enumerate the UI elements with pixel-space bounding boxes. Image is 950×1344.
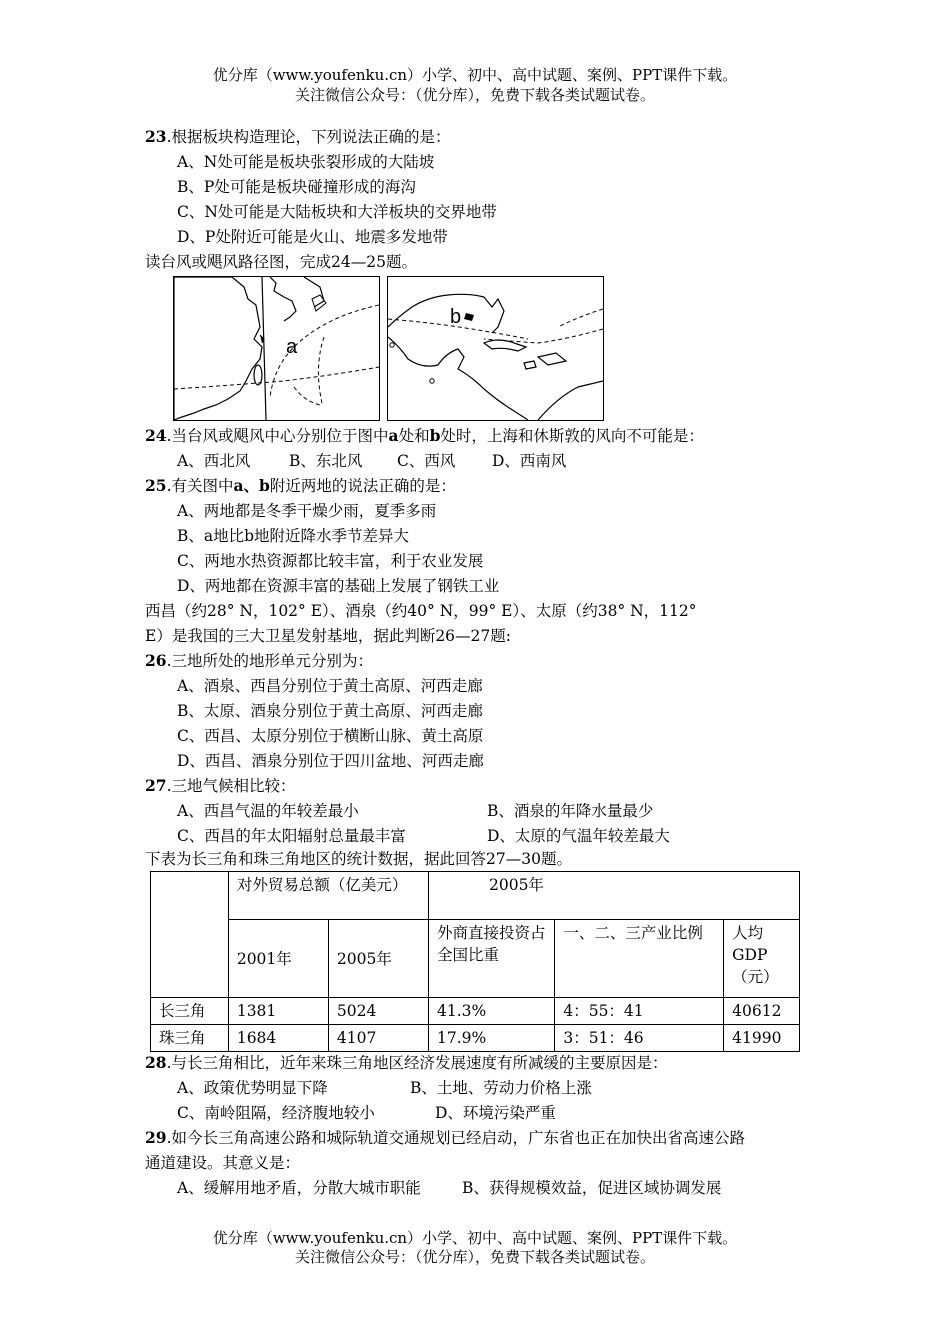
q26-option-b: B、太原、酒泉分别位于黄土高原、河西走廊	[177, 702, 483, 720]
question-26: 26.三地所处的地形单元分别为：	[145, 651, 374, 670]
q27-option-b: B、酒泉的年降水量最少	[487, 802, 654, 820]
q27-option-d: D、太原的气温年较差最大	[487, 827, 670, 845]
q26-option-c: C、西昌、太原分别位于横断山脉、黄土高原	[177, 727, 484, 745]
q28-option-b: B、土地、劳动力价格上涨	[410, 1079, 592, 1097]
intro-26-27-line-2: E）是我国的三大卫星发射基地，据此判断26—27题:	[145, 627, 511, 645]
q27-option-c: C、西昌的年太阳辐射总量最丰富	[177, 827, 406, 845]
footer-line-2: 关注微信公众号：（优分库），免费下载各类试题试卷。	[294, 1248, 655, 1266]
q28-option-a: A、政策优势明显下降	[177, 1079, 328, 1097]
label-a: a	[286, 336, 298, 358]
q26-option-a: A、酒泉、西昌分别位于黄土高原、河西走廊	[177, 677, 483, 695]
q25-option-a: A、两地都是冬季干燥少雨，夏季多雨	[177, 502, 437, 520]
q29-option-b: B、获得规模效益，促进区域协调发展	[462, 1179, 722, 1197]
label-b: b	[450, 306, 462, 328]
stats-table	[150, 871, 800, 1052]
question-23	[145, 127, 451, 147]
q28-option-d: D、环境污染严重	[435, 1104, 556, 1122]
intro-26-27-line-1: 西昌（约28° N，102° E）、酒泉（约40° N，99° E）、太原（约38° N，112°	[145, 602, 697, 620]
q29-option-a: A、缓解用地矛盾，分散大城市职能	[177, 1179, 421, 1197]
table-corner	[151, 872, 229, 998]
q23-option-a: A、N处可能是板块张裂形成的大陆坡	[177, 153, 435, 171]
typhoon-map	[173, 276, 380, 421]
intro-table: 下表为长三角和珠三角地区的统计数据，据此回答27—30题。	[145, 850, 572, 868]
col-fdi: 外商直接投资占全国比重	[428, 920, 554, 998]
q24-option-c: C、西风	[397, 452, 456, 470]
question-29: 29.如今长三角高速公路和城际轨道交通规划已经启动，广东省也正在加快出省高速公路	[145, 1128, 746, 1147]
q23-option-d: D、P处附近可能是火山、地震多发地带	[177, 228, 448, 246]
table-row: 珠三角 1684 4107 17.9% 3：51：46 41990	[151, 1025, 800, 1052]
table-row: 长三角 1381 5024 41.3% 4：55：41 40612	[151, 998, 800, 1025]
q25-option-b: B、a地比b地附近降水季节差异大	[177, 527, 410, 545]
q25-option-c: C、两地水热资源都比较丰富，利于农业发展	[177, 552, 484, 570]
question-27: 27.三地气候相比较：	[145, 776, 296, 795]
q27-option-a: A、西昌气温的年较差最小	[177, 802, 359, 820]
trade-header: 对外贸易总额（亿美元）	[228, 872, 428, 920]
col-gdp: 人均GDP（元）	[724, 920, 800, 998]
footer-line-1: 优分库（www.youfenku.cn）小学、初中、高中试题、案例、PPT课件下载。	[212, 1229, 738, 1247]
year-2005-header: 2005年	[428, 872, 799, 920]
col-industry: 一、二、三产业比例	[555, 920, 724, 998]
question-29-line-2: 通道建设。其意义是：	[145, 1154, 301, 1172]
typhoon-map-drawing	[174, 277, 379, 420]
question-25: 25.有关图中a、b附近两地的说法正确的是：	[145, 476, 456, 495]
question-number: 23	[145, 127, 167, 146]
hurricane-map-drawing	[388, 277, 603, 420]
q25-option-d: D、两地都在资源丰富的基础上发展了钢铁工业	[177, 577, 500, 595]
question-stem: .根据板块构造理论，下列说法正确的是：	[166, 128, 451, 146]
q24-option-b: B、东北风	[289, 452, 363, 470]
q24-options	[177, 451, 566, 471]
hurricane-map	[387, 276, 604, 421]
q24-option-d: D、西南风	[492, 452, 567, 470]
header-line-2: 关注微信公众号：（优分库），免费下载各类试题试卷。	[294, 86, 655, 104]
q23-option-b: B、P处可能是板块碰撞形成的海沟	[177, 178, 416, 196]
q28-option-c: C、南岭阻隔，经济腹地较小	[177, 1104, 375, 1122]
header-line-1: 优分库（www.youfenku.cn）小学、初中、高中试题、案例、PPT课件下载。	[212, 66, 738, 84]
q23-option-c: C、N处可能是大陆板块和大洋板块的交界地带	[177, 203, 497, 221]
question-28: 28.与长三角相比，近年来珠三角地区经济发展速度有所减缓的主要原因是：	[145, 1053, 668, 1072]
intro-24-25: 读台风或飓风路径图，完成24—25题。	[145, 253, 417, 271]
question-24: 24.当台风或飓风中心分别位于图中a处和b处时，上海和休斯敦的风向不可能是：	[145, 426, 704, 445]
q24-option-a: A、西北风	[177, 452, 251, 470]
q26-option-d: D、西昌、酒泉分别位于四川盆地、河西走廊	[177, 752, 484, 770]
col-2005: 2005年	[328, 920, 428, 998]
col-2001: 2001年	[228, 920, 328, 998]
